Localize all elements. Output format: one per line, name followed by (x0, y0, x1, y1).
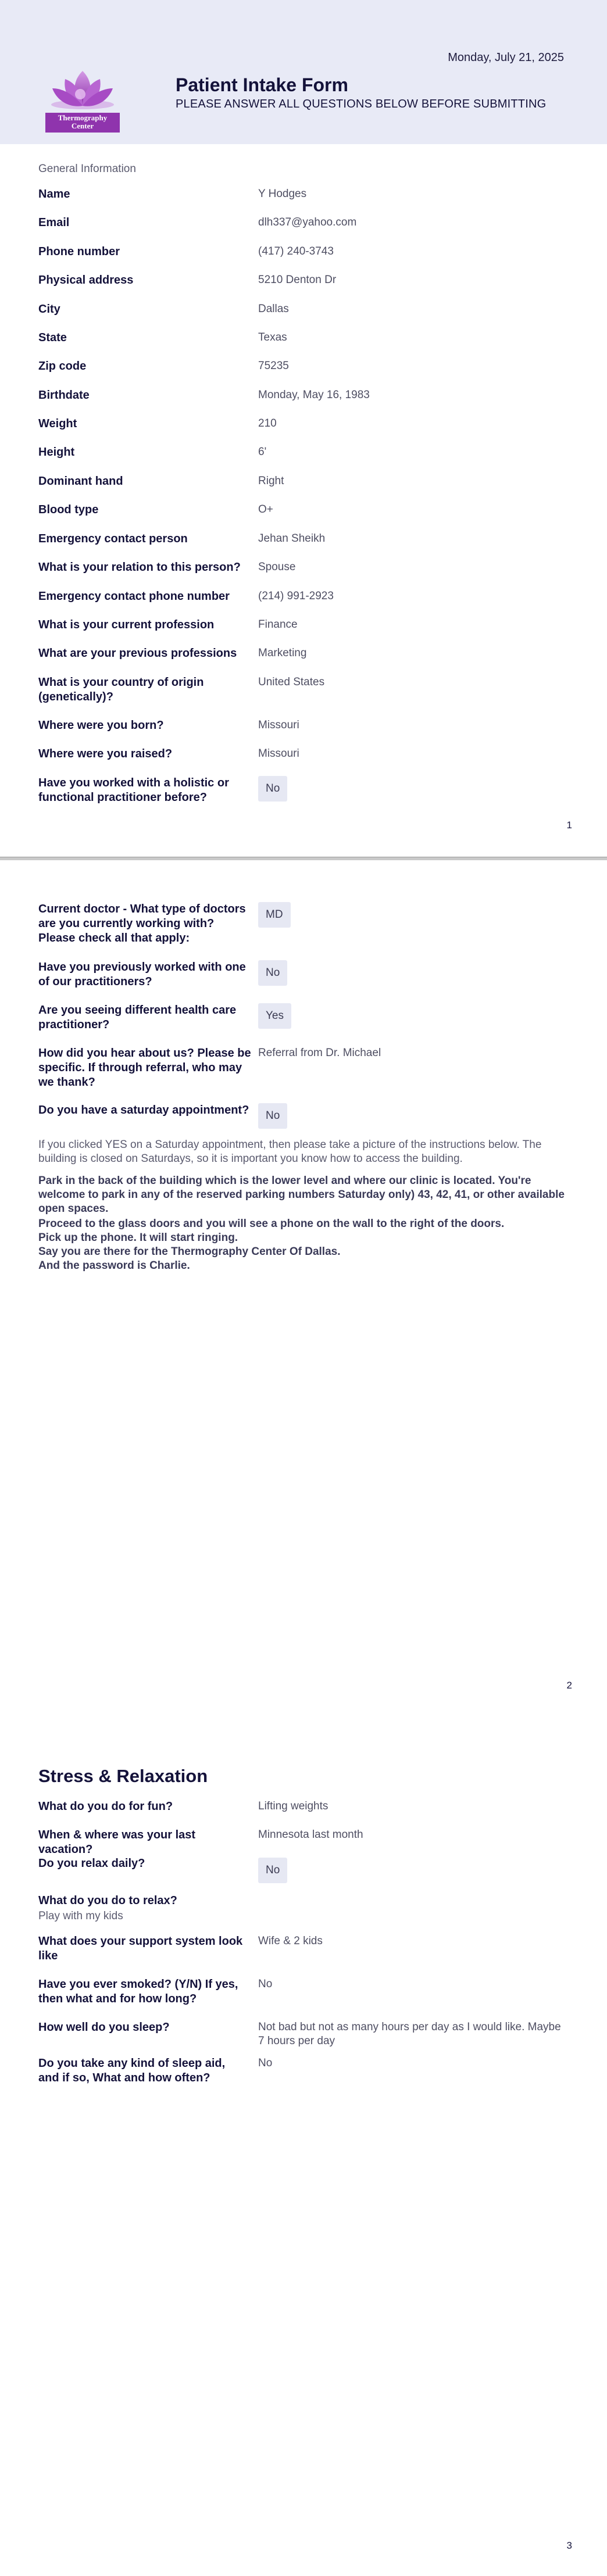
answer-value: Play with my kids (38, 1910, 123, 1922)
question-label: Height (38, 446, 75, 459)
answer-value: O+ (258, 503, 273, 516)
question-label: When & where was your last vacation? (38, 1829, 196, 1856)
answer-pill: MD (258, 902, 291, 928)
question-label: State (38, 331, 67, 344)
logo-text-line-1: Thermography (58, 113, 108, 122)
form-page-1 (0, 0, 607, 857)
answer-value: Monday, May 16, 1983 (258, 389, 370, 401)
answer-value-wrap (258, 776, 569, 802)
question-label: Where were you born? (38, 719, 164, 732)
answer-value: Wife & 2 kids (258, 1935, 323, 1947)
section-label-general-information: General Information (38, 163, 136, 175)
question-label: What is your relation to this person? (38, 561, 241, 574)
page-number: 1 (566, 820, 572, 831)
question-label: Weight (38, 417, 77, 430)
question-label: Blood type (38, 503, 99, 516)
question-label: Have you worked with a holistic or functional practitioner before? (38, 777, 229, 804)
question-label: What do you do to relax? (38, 1894, 177, 1907)
answer-value: Spouse (258, 561, 296, 573)
answer-value: dlh337@yahoo.com (258, 216, 357, 228)
saturday-note-instructions (38, 1217, 569, 1273)
question-label: Emergency contact phone number (38, 590, 230, 603)
question-label: Where were you raised? (38, 747, 173, 760)
question-label: Birthdate (38, 389, 90, 402)
answer-value-wrap (258, 1103, 569, 1129)
answer-value: United States (258, 676, 325, 688)
answer-value: (417) 240-3743 (258, 245, 334, 257)
page-number: 3 (566, 2540, 572, 2551)
answer-pill: No (258, 960, 287, 986)
question-label: Do you have a saturday appointment? (38, 1104, 249, 1117)
question-label: Are you seeing different health care practitioner? (38, 1004, 237, 1031)
answer-value-wrap (258, 1858, 569, 1883)
answer-pill: No (258, 1103, 287, 1129)
answer-value: 5210 Denton Dr (258, 274, 337, 286)
answer-value: Missouri (258, 747, 299, 760)
answer-value: Not bad but not as many hours per day as I would like. Maybe 7 hours per day (258, 2021, 561, 2047)
question-label: What is your country of origin (genetically)? (38, 676, 204, 703)
thermography-center-logo (42, 67, 123, 134)
answer-value: Dallas (258, 303, 289, 315)
page-number: 2 (566, 1680, 572, 1691)
saturday-note-intro: If you clicked YES on a Saturday appointment, then please take a picture of the instructions below. The building is closed on Saturdays, so it is important you know how to access the building. (38, 1139, 542, 1165)
answer-value-wrap (258, 1003, 569, 1029)
answer-value: Finance (258, 618, 298, 631)
question-label: Emergency contact person (38, 532, 188, 545)
answer-value: Referral from Dr. Michael (258, 1047, 381, 1059)
question-label: What does your support system look like (38, 1935, 243, 1962)
form-page-3 (0, 1716, 607, 2576)
answer-value: Texas (258, 331, 287, 344)
answer-pill: No (258, 1858, 287, 1883)
question-label: City (38, 303, 60, 316)
question-label: Zip code (38, 360, 87, 373)
form-page-2 (0, 860, 607, 1716)
answer-value: (214) 991-2923 (258, 590, 334, 602)
question-label: Do you relax daily? (38, 1857, 145, 1870)
form-subtitle: PLEASE ANSWER ALL QUESTIONS BELOW BEFORE SUBMITTING (176, 98, 547, 110)
logo-text-line-2: Center (71, 121, 94, 130)
answer-value: 75235 (258, 360, 289, 372)
instruction-line: Pick up the phone. It will start ringing. (38, 1231, 238, 1244)
logo-text (45, 114, 120, 130)
answer-pill: No (258, 776, 287, 802)
answer-value: 6' (258, 446, 267, 458)
form-header (0, 0, 607, 144)
question-label: Physical address (38, 274, 134, 287)
answer-value: No (258, 2057, 273, 2069)
saturday-note-parking: Park in the back of the building which is the lower level and where our clinic is located. You're welcome to park in any of the reserved parking numbers Saturday only) 43, 42, 41, or other available open spaces. (38, 1175, 565, 1215)
question-label: What are your previous professions (38, 647, 237, 660)
question-label: Have you ever smoked? (Y/N) If yes, then what and for how long? (38, 1978, 238, 2005)
question-label: Name (38, 188, 70, 201)
instruction-line: Say you are there for the Thermography Center Of Dallas. (38, 1245, 341, 1258)
question-label: Do you take any kind of sleep aid, and if so, What and how often? (38, 2057, 226, 2084)
question-label: Email (38, 216, 70, 229)
answer-value: Right (258, 475, 284, 487)
instruction-line: And the password is Charlie. (38, 1259, 190, 1272)
answer-value: No (258, 1978, 273, 1990)
answer-value: Minnesota last month (258, 1829, 363, 1841)
header-date: Monday, July 21, 2025 (448, 51, 564, 64)
answer-value-wrap (258, 960, 569, 986)
instruction-line: Proceed to the glass doors and you will see a phone on the wall to the right of the doors. (38, 1218, 505, 1230)
answer-value-wrap (258, 902, 569, 928)
question-label: What do you do for fun? (38, 1800, 173, 1813)
answer-value: 210 (258, 417, 277, 430)
answer-value: Missouri (258, 719, 299, 731)
question-label: Phone number (38, 245, 120, 258)
answer-value: Marketing (258, 647, 307, 659)
question-label: Have you previously worked with one of our practitioners? (38, 961, 246, 988)
answer-value: Y Hodges (258, 188, 307, 200)
answer-value: Jehan Sheikh (258, 532, 326, 545)
question-label: Current doctor - What type of doctors are you currently working with? Please check all that apply: (38, 903, 246, 944)
question-label: What is your current profession (38, 618, 215, 631)
question-label: How did you hear about us? Please be specific. If through referral, who may we thank? (38, 1047, 251, 1089)
form-title: Patient Intake Form (176, 74, 348, 95)
answer-value: Lifting weights (258, 1800, 329, 1812)
question-label: How well do you sleep? (38, 2021, 170, 2034)
saturday-note-parking-wrap (38, 1174, 569, 1216)
answer-pill: Yes (258, 1003, 291, 1029)
section-title-stress-relaxation: Stress & Relaxation (38, 1766, 208, 1786)
question-label: Dominant hand (38, 475, 123, 488)
